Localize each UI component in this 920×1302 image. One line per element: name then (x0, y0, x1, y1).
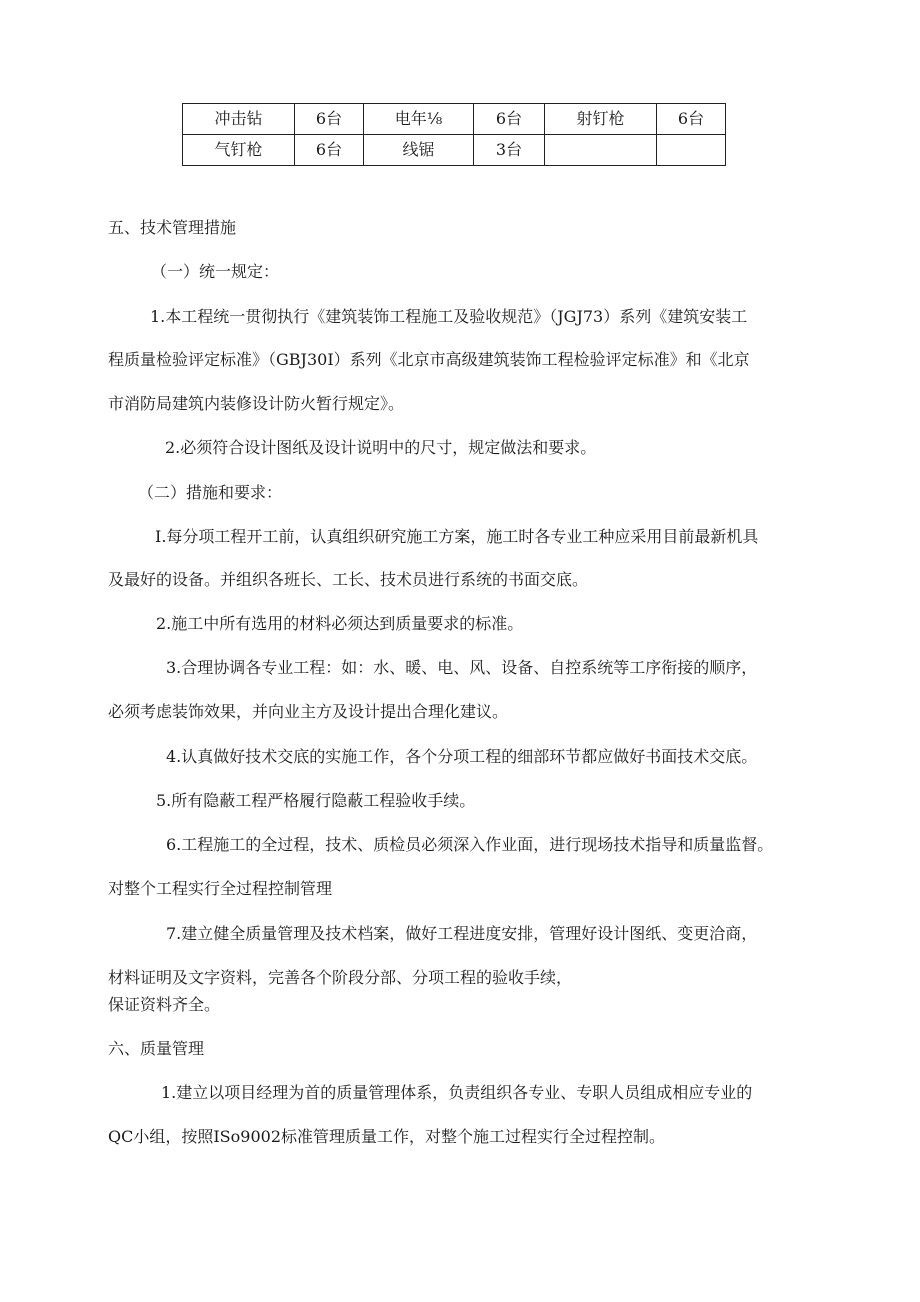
paragraph-line: 3.合理协调各专业工程：如：水、暖、电、风、设备、自控系统等工序衔接的顺序， (166, 658, 758, 677)
table-cell: 线锯 (364, 135, 474, 166)
paragraph-line: 2.施工中所有选用的材料必须达到质量要求的标准。 (156, 614, 524, 633)
paragraph-line: 5.所有隐蔽工程严格履行隐蔽工程验收手续。 (156, 791, 476, 810)
equipment-table (182, 103, 726, 166)
table-cell: 6台 (295, 104, 364, 135)
paragraph-line: 1.建立以项目经理为首的质量管理体系，负责组织各专业、专职人员组成相应专业的 (161, 1083, 753, 1102)
paragraph-line: 2.必须符合设计图纸及设计说明中的尺寸，规定做法和要求。 (165, 438, 597, 457)
table-cell: 6台 (474, 104, 545, 135)
paragraph-line: I.每分项工程开工前，认真组织研究施工方案，施工时各专业工种应采用目前最新机具 (155, 527, 759, 546)
table-cell (657, 135, 726, 166)
table-cell: 气钉枪 (183, 135, 295, 166)
paragraph-line: 必须考虑装饰效果，并向业主方及设计提出合理化建议。 (108, 702, 509, 721)
table-cell (545, 135, 657, 166)
paragraph-line: 6.工程施工的全过程，技术、质检员必须深入作业面，进行现场技术指导和质量监督。 (166, 835, 774, 854)
paragraph-line: 及最好的设备。并组织各班长、工长、技术员进行系统的书面交底。 (108, 570, 589, 589)
paragraph-line: 材料证明及文字资料，完善各个阶段分部、分项工程的验收手续， (108, 968, 573, 987)
paragraph-line: QC小组，按照ISo9002标准管理质量工作，对整个施工过程实行全过程控制。 (108, 1127, 665, 1146)
paragraph-line: 7.建立健全质量管理及技术档案，做好工程进度安排，管理好设计图纸、变更洽商， (166, 924, 758, 943)
paragraph-line: 保证资料齐全。 (108, 995, 221, 1014)
table-row (183, 104, 726, 135)
table-cell: 射钉枪 (545, 104, 657, 135)
table-cell: 3台 (474, 135, 545, 166)
paragraph-line: 1.本工程统一贯彻执行《建筑装饰工程施工及验收规范》（JGJ73）系列《建筑安装工 (150, 307, 748, 326)
subsection-heading-measures: （二）措施和要求： (138, 483, 283, 502)
paragraph-line: 程质量检验评定标准》（GBJ30I）系列《北京市高级建筑装饰工程检验评定标准》和《北京 (108, 350, 750, 369)
paragraph-line: 4.认真做好技术交底的实施工作，各个分项工程的细部环节都应做好书面技术交底。 (166, 747, 758, 766)
table-row (183, 135, 726, 166)
table-cell: 冲击钻 (183, 104, 295, 135)
paragraph-line: 市消防局建筑内装修设计防火暂行规定》。 (108, 394, 405, 413)
table-cell: 6台 (657, 104, 726, 135)
table-cell: 电年⅛ (364, 104, 474, 135)
subsection-heading-unified-rules: （一）统一规定： (151, 262, 280, 281)
section-heading-tech-management: 五、技术管理措施 (108, 218, 237, 237)
paragraph-line: 对整个工程实行全过程控制管理 (108, 879, 333, 898)
table-cell: 6台 (295, 135, 364, 166)
section-heading-quality-management: 六、质量管理 (108, 1039, 205, 1058)
